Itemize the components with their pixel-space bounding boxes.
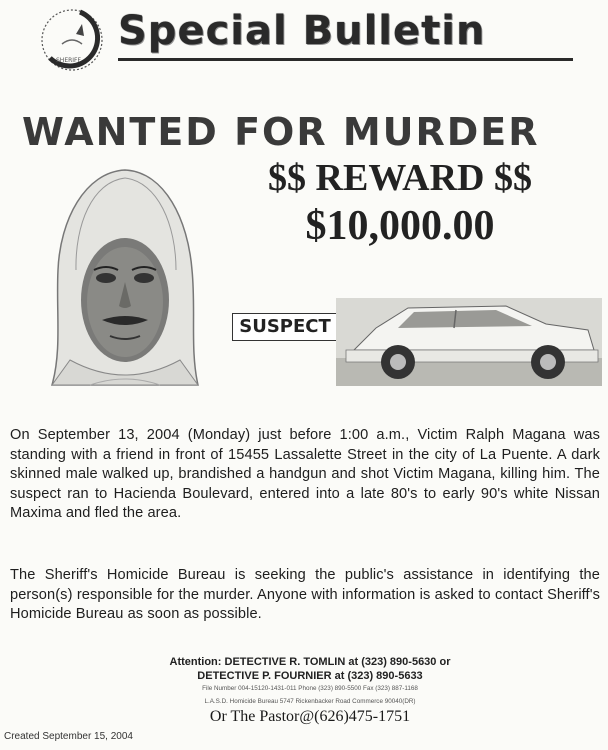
suspect-vehicle-label: SUSPECT [232, 313, 338, 341]
assistance-request: The Sheriff's Homicide Bureau is seeking the public's assistance in identifying the person(s) responsible for the murder. Anyone with information is asked to contact Sheriff's Homicide Bureau as soon as possible. [10, 567, 600, 622]
suspect-vehicle-image [336, 298, 602, 386]
bureau-address-line: L.A.S.D. Homicide Bureau 5747 Rickenbacker Road Commerce 90040(DR) [204, 698, 416, 705]
incident-description: On September 13, 2004 (Monday) just before 1:00 a.m., Victim Ralph Magana was standing with a friend in front of 15455 Lassalette Street in the city of La Puente. A dark skinned male walked up, brandished a handgun and shot Victim Magana, killing him. The suspect ran to Hacienda Boulevard, entered into a late 80's to early 90's white Nissan Maxima and fled the area. [10, 427, 600, 521]
contact-detective-tomlin: Attention: DETECTIVE R. TOMLIN at (323) 890-5630 or [169, 656, 451, 668]
suspect-sketch-image [30, 160, 220, 410]
reward-heading: $$ REWARD $$ [268, 157, 532, 199]
sheriff-seal-icon [36, 4, 108, 76]
created-date: Created September 15, 2004 [4, 731, 133, 742]
wanted-headline: WANTED FOR MURDER [22, 110, 540, 154]
file-number-line: File Number 004-15120-1431-011 Phone (323) 890-5500 Fax (323) 887-1168 [202, 685, 418, 692]
svg-text:SHERIFF: SHERIFF [56, 57, 81, 64]
contact-detective-fournier: DETECTIVE P. FOURNIER at (323) 890-5633 [197, 670, 423, 682]
pastor-contact: Or The Pastor@(626)475-1751 [209, 708, 411, 725]
reward-amount: $10,000.00 [305, 203, 495, 249]
header-divider [118, 58, 573, 61]
bulletin-title: Special Bulletin [118, 8, 486, 54]
